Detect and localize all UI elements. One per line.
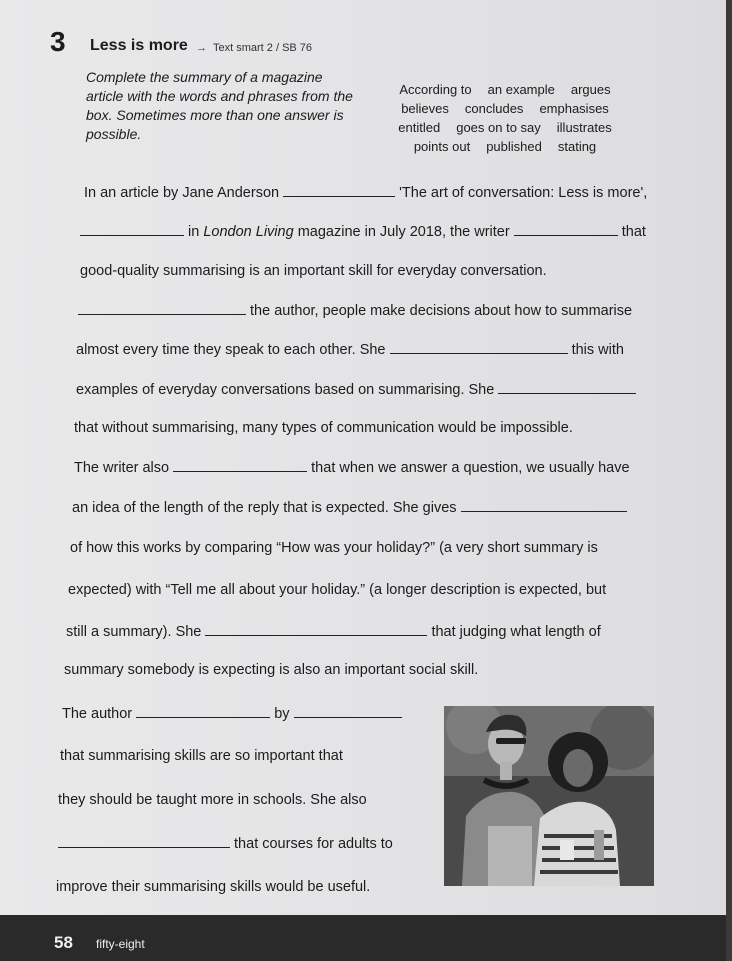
answer-blank-6[interactable]: [498, 381, 636, 394]
word-box-item: published: [486, 139, 542, 154]
summary-line-6: examples of everyday conversations based on summarising. She: [76, 381, 636, 398]
word-box-row: [380, 99, 630, 118]
summary-line-1: In an article by Jane Anderson 'The art of conversation: Less is more',: [84, 185, 648, 201]
summary-line-3: good-quality summarising is an important skill for everyday conversation.: [80, 263, 547, 279]
summary-line-12: still a summary). She that judging what length of: [66, 624, 601, 640]
page-number-word: fifty-eight: [96, 937, 145, 951]
answer-blank-1[interactable]: [283, 184, 395, 197]
answer-blank-5[interactable]: [390, 341, 568, 354]
word-box-item: stating: [557, 139, 597, 154]
reference-text: Text smart 2 / SB 76: [213, 42, 313, 54]
word-box-row: [380, 80, 630, 99]
summary-line-11: expected) with “Tell me all about your holiday.” (a longer description is expected, but: [68, 582, 607, 598]
summary-line-14: The author by: [62, 705, 402, 722]
summary-line-4: the author, people make decisions about how to summarise: [78, 302, 632, 319]
word-box-item: points out: [413, 139, 471, 154]
word-box-item: According to: [399, 82, 472, 97]
summary-line-17: that courses for adults to: [58, 835, 393, 852]
word-box-item: entitled: [398, 120, 441, 135]
answer-blank-7[interactable]: [173, 459, 307, 472]
answer-blank-4[interactable]: [78, 302, 246, 315]
exercise-instructions: Complete the summary of a magazine article with the words and phrases from the box. Sometimes more than one answer is possible.: [86, 69, 353, 142]
answer-blank-11[interactable]: [294, 705, 402, 718]
exercise-reference: [196, 42, 312, 54]
summary-line-5: almost every time they speak to each other. She this with: [76, 342, 624, 358]
summary-line-18: improve their summarising skills would be useful.: [56, 879, 371, 895]
exercise-title: Less is more: [90, 37, 188, 54]
word-box-item: concludes: [464, 101, 524, 116]
people-talking-illustration: [444, 706, 654, 886]
answer-blank-9[interactable]: [205, 623, 427, 636]
word-box-row: [380, 118, 630, 137]
word-box-item: goes on to say: [456, 120, 541, 135]
arrow-right-icon: →: [196, 42, 207, 54]
summary-line-10: of how this works by comparing “How was your holiday?” (a very short summary is: [70, 540, 598, 556]
answer-blank-3[interactable]: [514, 223, 618, 236]
word-box-item: argues: [570, 82, 611, 97]
answer-blank-8[interactable]: [461, 499, 627, 512]
word-box-item: an example: [487, 82, 555, 97]
word-box-item: emphasises: [539, 101, 609, 116]
summary-line-8: The writer also that when we answer a question, we usually have: [74, 460, 630, 476]
exercise-number: 3: [50, 26, 66, 57]
page-number: 58: [54, 933, 73, 952]
word-box: [380, 80, 630, 156]
word-box-item: believes: [401, 101, 449, 116]
answer-blank-12[interactable]: [58, 835, 230, 848]
summary-line-2: in London Living magazine in July 2018, the writer that: [80, 223, 646, 240]
summary-line-16: they should be taught more in schools. She also: [58, 792, 367, 808]
summary-line-15: that summarising skills are so important that: [60, 748, 343, 764]
answer-blank-2[interactable]: [80, 223, 184, 236]
word-box-row: [380, 137, 630, 156]
summary-line-9: an idea of the length of the reply that is expected. She gives: [72, 499, 627, 516]
answer-blank-10[interactable]: [136, 705, 270, 718]
summary-line-13: summary somebody is expecting is also an important social skill.: [64, 662, 479, 678]
word-box-item: illustrates: [556, 120, 612, 135]
summary-line-7: that without summarising, many types of communication would be impossible.: [74, 420, 573, 436]
conversation-photo: [444, 706, 654, 886]
